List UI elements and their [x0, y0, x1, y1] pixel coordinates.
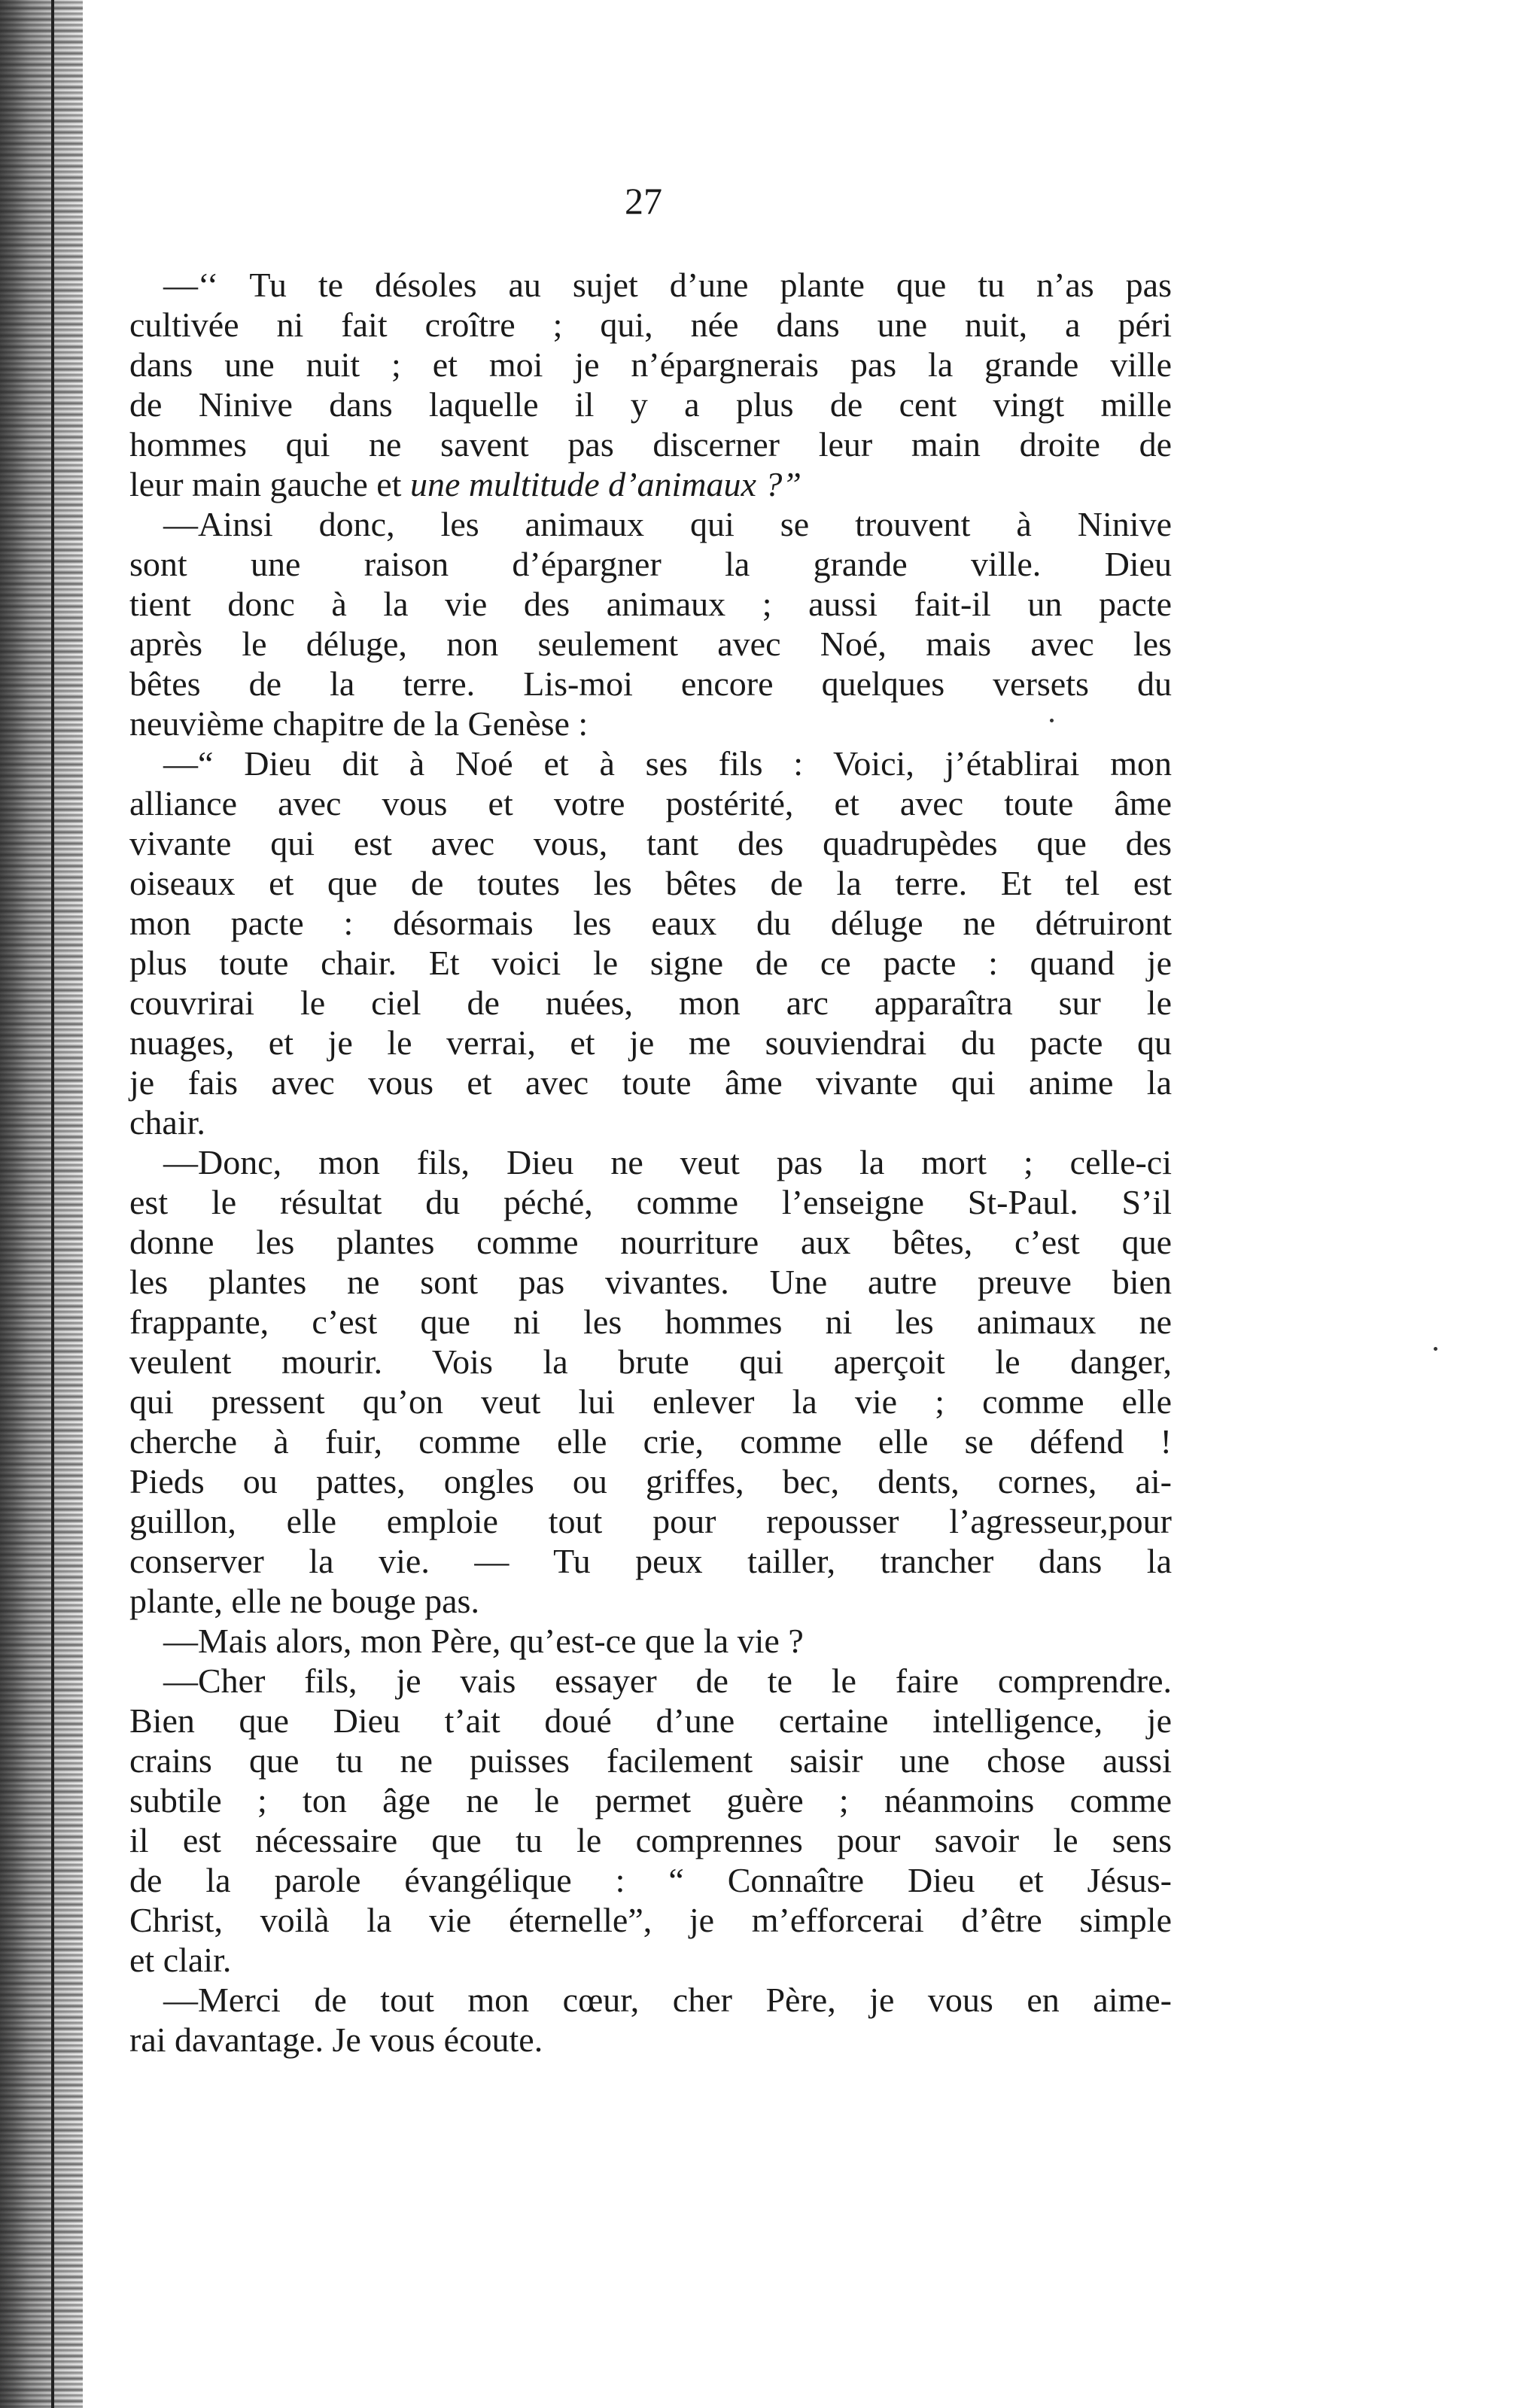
text-line-content: tient donc à la vie des animaux ; aussi fait-il un pacte: [129, 585, 1172, 623]
text-line: [129, 863, 1172, 903]
text-line: [129, 1023, 1172, 1063]
text-line-content: mon pacte : désormais les eaux du déluge ne détruiront: [129, 904, 1172, 942]
scanned-binding-edge: [0, 0, 83, 2408]
text-line: [129, 743, 1172, 783]
text-line: [129, 305, 1172, 345]
text-line-content: Bien que Dieu t’ait doué d’une certaine intelligence, je: [129, 1701, 1172, 1740]
text-line-content: frappante, c’est que ni les hommes ni les animaux ne: [129, 1303, 1172, 1341]
text-line: [129, 1581, 1172, 1621]
text-line: [129, 1182, 1172, 1222]
text-line: [129, 544, 1172, 584]
text-line-content: neuvième chapitre de la Genèse :: [129, 704, 589, 743]
text-line-content: —Mais alors, mon Père, qu’est-ce que la vie ?: [163, 1622, 804, 1660]
text-line-content: Pieds ou pattes, ongles ou griffes, bec, dents, cornes, ai-: [129, 1462, 1172, 1500]
text-line-content: oiseaux et que de toutes les bêtes de la terre. Et tel est: [129, 864, 1172, 902]
text-line: [129, 424, 1172, 464]
text-line: [129, 1860, 1172, 1900]
text-line: [129, 823, 1172, 863]
text-line-content: guillon, elle emploie tout pour repousser l’agresseur,pour: [129, 1502, 1172, 1540]
text-line: [129, 1661, 1172, 1701]
text-line: [129, 783, 1172, 823]
text-line-content: couvrirai le ciel de nuées, mon arc apparaîtra sur le: [129, 984, 1172, 1022]
text-line: [129, 1741, 1172, 1780]
text-line: [129, 1940, 1172, 1980]
text-line-content: plante, elle ne bouge pas.: [129, 1582, 479, 1620]
text-line-content: chair.: [129, 1103, 205, 1142]
text-line-content: alliance avec vous et votre postérité, et avec toute âme: [129, 784, 1172, 822]
text-line: [129, 1780, 1172, 1820]
text-line-content: sont une raison d’épargner la grande ville. Dieu: [129, 545, 1172, 583]
text-line-content: qui pressent qu’on veut lui enlever la vie ; comme elle: [129, 1382, 1172, 1421]
text-line-content: leur main gauche et: [129, 465, 410, 503]
text-line: [129, 385, 1172, 424]
text-line-content: —“ Dieu dit à Noé et à ses fils : Voici, j’établirai mon: [163, 744, 1172, 783]
text-line-content: bêtes de la terre. Lis-moi encore quelques versets du: [129, 664, 1172, 703]
text-line-content: de la parole évangélique : “ Connaître Dieu et Jésus-: [129, 1861, 1172, 1899]
text-line-content: —Cher fils, je vais essayer de te le faire comprendre.: [163, 1662, 1172, 1700]
text-line: [129, 1701, 1172, 1741]
text-line: [129, 903, 1172, 943]
text-line-content: après le déluge, non seulement avec Noé, mais avec les: [129, 625, 1172, 663]
text-line-content: —‘‘ Tu te désoles au sujet d’une plante que tu n’as pas: [163, 266, 1172, 304]
text-line: [129, 1980, 1172, 2020]
text-line-content: hommes qui ne savent pas discerner leur main droite de: [129, 425, 1172, 464]
text-line: [129, 624, 1172, 664]
text-line: [129, 1820, 1172, 1860]
text-line-content: je fais avec vous et avec toute âme vivante qui anime la: [129, 1063, 1172, 1102]
text-line: [129, 464, 1172, 504]
text-line-content: vivante qui est avec vous, tant des quadrupèdes que des: [129, 824, 1172, 862]
text-line-content: il est nécessaire que tu le comprennes pour savoir le sens: [129, 1821, 1172, 1859]
text-line-content: —Merci de tout mon cœur, cher Père, je vous en aime-: [163, 1981, 1172, 2019]
text-line: [129, 1222, 1172, 1262]
text-line: [129, 1421, 1172, 1461]
text-line: [129, 1461, 1172, 1501]
text-line: [129, 1102, 1172, 1142]
text-line-italic: une multitude d’animaux ?”: [409, 465, 802, 503]
scan-speck: [1050, 719, 1054, 722]
text-line: [129, 704, 1172, 743]
binding-edge-line: [51, 0, 54, 2408]
text-line-content: cultivée ni fait croître ; qui, née dans une nuit, a péri: [129, 306, 1172, 344]
text-line: [129, 345, 1172, 385]
text-line-content: Christ, voilà la vie éternelle”, je m’efforcerai d’être simple: [129, 1901, 1172, 1939]
text-line-content: donne les plantes comme nourriture aux bêtes, c’est que: [129, 1223, 1172, 1261]
text-line-content: rai davantage. Je vous écoute.: [129, 2020, 543, 2059]
text-line-content: subtile ; ton âge ne le permet guère ; néanmoins comme: [129, 1781, 1172, 1820]
text-line: [129, 1541, 1172, 1581]
text-line-content: plus toute chair. Et voici le signe de ce pacte : quand je: [129, 944, 1172, 982]
text-line-content: les plantes ne sont pas vivantes. Une autre preuve bien: [129, 1263, 1172, 1301]
text-line: [129, 1382, 1172, 1421]
text-line-content: conserver la vie. — Tu peux tailler, trancher dans la: [129, 1542, 1172, 1580]
text-line: [129, 983, 1172, 1023]
body-text: [129, 265, 1172, 2060]
text-line: [129, 1262, 1172, 1302]
text-line-content: de Ninive dans laquelle il y a plus de cent vingt mille: [129, 385, 1172, 424]
text-line-content: et clair.: [129, 1941, 232, 1979]
text-line-content: dans une nuit ; et moi je n’épargnerais pas la grande ville: [129, 345, 1172, 384]
text-line-content: —Donc, mon fils, Dieu ne veut pas la mort ; celle-ci: [163, 1143, 1172, 1181]
text-line: [129, 1142, 1172, 1182]
scan-speck: [1434, 1347, 1437, 1351]
text-line: [129, 1063, 1172, 1102]
text-line: [129, 664, 1172, 704]
text-line: [129, 584, 1172, 624]
text-line-content: crains que tu ne puisses facilement saisir une chose aussi: [129, 1741, 1172, 1780]
text-line: [129, 1621, 1172, 1661]
text-line: [129, 1900, 1172, 1940]
text-line: [129, 265, 1172, 305]
text-line-content: cherche à fuir, comme elle crie, comme elle se défend !: [129, 1422, 1172, 1461]
text-line: [129, 2020, 1172, 2060]
text-line: [129, 1342, 1172, 1382]
text-line-content: —Ainsi donc, les animaux qui se trouvent à Ninive: [163, 505, 1172, 543]
text-line-content: nuages, et je le verrai, et je me souviendrai du pacte qu: [129, 1023, 1172, 1062]
page-number: 27: [625, 180, 662, 222]
text-line: [129, 504, 1172, 544]
text-line: [129, 943, 1172, 983]
text-line-content: est le résultat du péché, comme l’enseigne St-Paul. S’il: [129, 1183, 1172, 1221]
text-line-content: veulent mourir. Vois la brute qui aperçoit le danger,: [129, 1342, 1172, 1381]
text-line: [129, 1501, 1172, 1541]
text-line: [129, 1302, 1172, 1342]
